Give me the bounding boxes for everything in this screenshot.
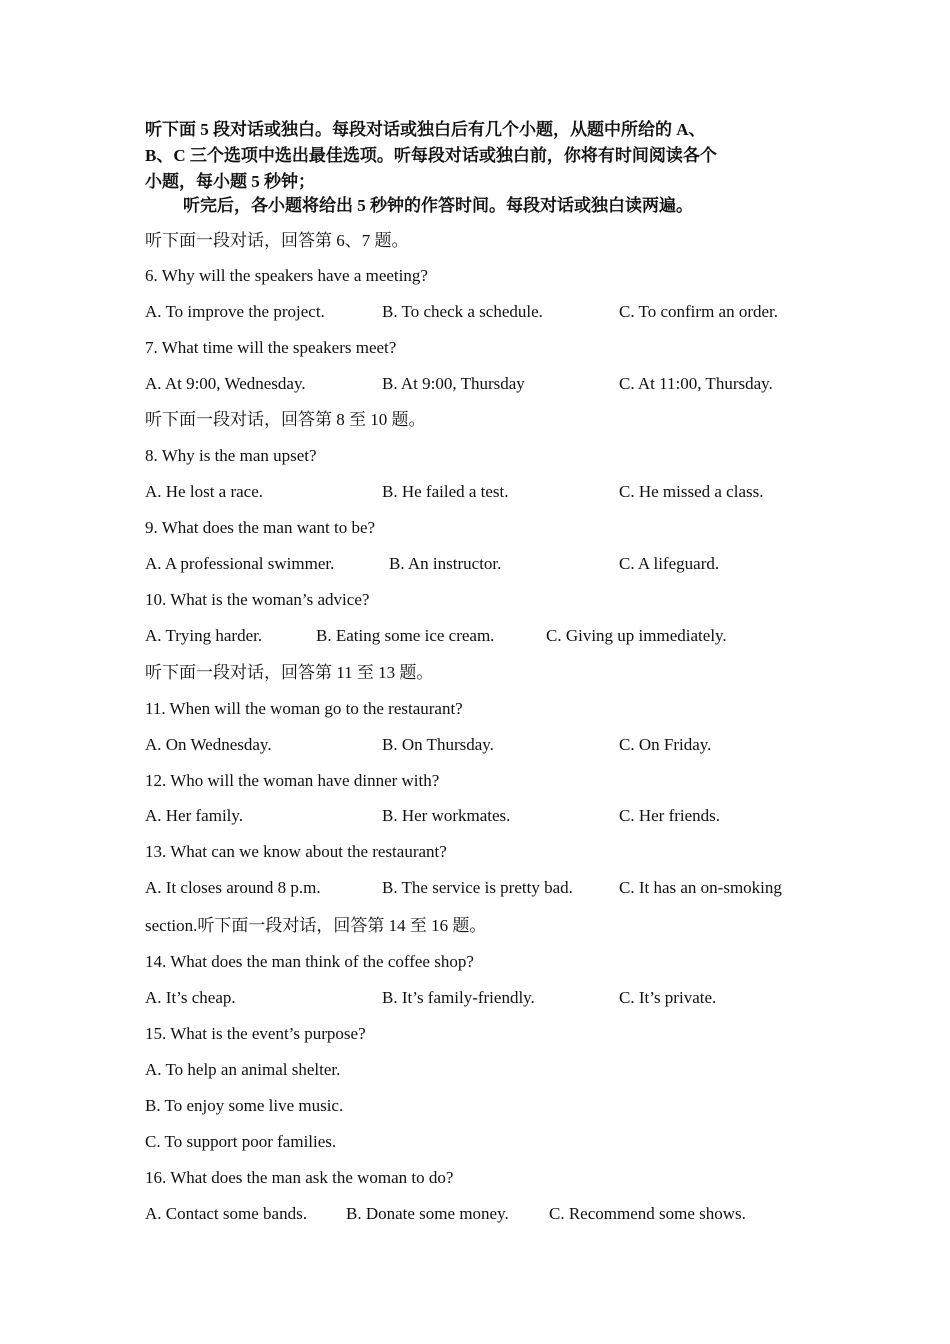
q13-option-a: A. It closes around 8 p.m. xyxy=(145,878,321,897)
question-11: 11. When will the woman go to the restaurant? xyxy=(145,699,463,718)
q11-option-c: C. On Friday. xyxy=(619,735,712,754)
instruction-line-2: B、C 三个选项中选出最佳选项。听每段对话或独白前，你将有时间阅读各个 xyxy=(145,146,717,165)
q9-option-a: A. A professional swimmer. xyxy=(145,554,335,573)
q9-option-b: B. An instructor. xyxy=(389,554,502,573)
q7-option-b: B. At 9:00, Thursday xyxy=(382,374,525,393)
question-14: 14. What does the man think of the coffee shop? xyxy=(145,952,474,971)
q13-option-b: B. The service is pretty bad. xyxy=(382,878,573,897)
section-heading-3: 听下面一段对话，回答第 11 至 13 题。 xyxy=(145,663,434,682)
q11-option-a: A. On Wednesday. xyxy=(145,735,272,754)
q10-option-c: C. Giving up immediately. xyxy=(546,626,727,645)
q15-option-a: A. To help an animal shelter. xyxy=(145,1060,341,1079)
q11-option-b: B. On Thursday. xyxy=(382,735,494,754)
instruction-line-3: 小题，每小题 5 秒钟； xyxy=(145,172,315,191)
q13-option-c: C. It has an on-smoking xyxy=(619,878,782,897)
q16-option-a: A. Contact some bands. xyxy=(145,1204,307,1223)
q8-option-c: C. He missed a class. xyxy=(619,482,764,501)
section-heading-2: 听下面一段对话，回答第 8 至 10 题。 xyxy=(145,410,426,429)
q12-option-b: B. Her workmates. xyxy=(382,806,511,825)
q7-option-a: A. At 9:00, Wednesday. xyxy=(145,374,306,393)
q14-option-b: B. It’s family-friendly. xyxy=(382,988,535,1007)
question-16: 16. What does the man ask the woman to do? xyxy=(145,1168,454,1187)
q10-option-a: A. Trying harder. xyxy=(145,626,263,645)
question-7: 7. What time will the speakers meet? xyxy=(145,338,397,357)
q16-option-b: B. Donate some money. xyxy=(346,1204,509,1223)
q10-option-b: B. Eating some ice cream. xyxy=(316,626,495,645)
q15-option-b: B. To enjoy some live music. xyxy=(145,1096,344,1115)
question-6: 6. Why will the speakers have a meeting? xyxy=(145,266,428,285)
q12-option-c: C. Her friends. xyxy=(619,806,721,825)
q8-option-b: B. He failed a test. xyxy=(382,482,509,501)
q15-option-c: C. To support poor families. xyxy=(145,1132,337,1151)
q6-option-a: A. To improve the project. xyxy=(145,302,325,321)
q14-option-a: A. It’s cheap. xyxy=(145,988,236,1007)
section-heading-4: section.听下面一段对话，回答第 14 至 16 题。 xyxy=(145,916,487,935)
q9-option-c: C. A lifeguard. xyxy=(619,554,720,573)
question-15: 15. What is the event’s purpose? xyxy=(145,1024,366,1043)
q7-option-c: C. At 11:00, Thursday. xyxy=(619,374,773,393)
question-13: 13. What can we know about the restaurant? xyxy=(145,842,447,861)
instruction-line-4: 听完后，各小题将给出 5 秒钟的作答时间。每段对话或独白读两遍。 xyxy=(183,196,693,215)
question-9: 9. What does the man want to be? xyxy=(145,518,376,537)
q8-option-a: A. He lost a race. xyxy=(145,482,264,501)
question-8: 8. Why is the man upset? xyxy=(145,446,317,465)
q6-option-c: C. To confirm an order. xyxy=(619,302,779,321)
q6-option-b: B. To check a schedule. xyxy=(382,302,543,321)
q12-option-a: A. Her family. xyxy=(145,806,244,825)
q16-option-c: C. Recommend some shows. xyxy=(549,1204,746,1223)
q14-option-c: C. It’s private. xyxy=(619,988,717,1007)
question-10: 10. What is the woman’s advice? xyxy=(145,590,370,609)
section-heading-1: 听下面一段对话，回答第 6、7 题。 xyxy=(145,231,409,250)
instruction-line-1: 听下面 5 段对话或独白。每段对话或独白后有几个小题，从题中所给的 A、 xyxy=(145,120,706,139)
question-12: 12. Who will the woman have dinner with? xyxy=(145,771,440,790)
